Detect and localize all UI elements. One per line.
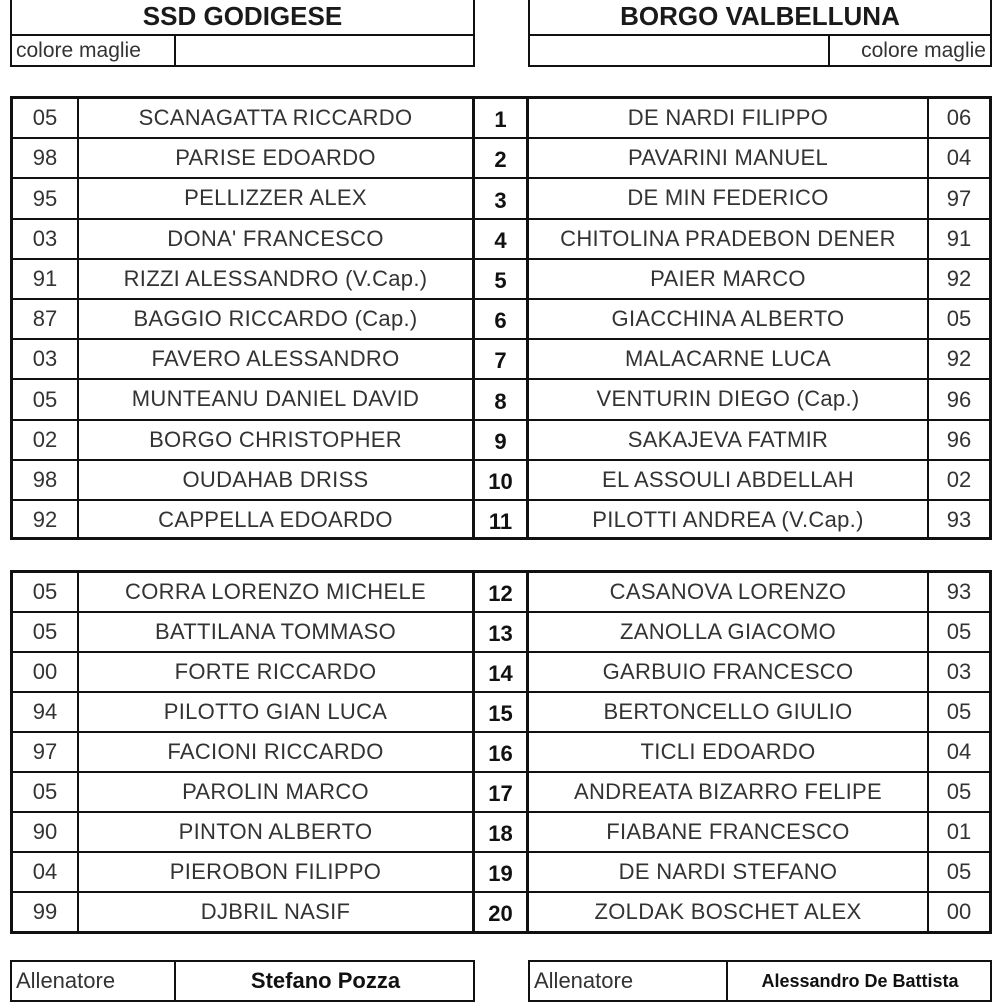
shirt-number: 16 bbox=[475, 733, 529, 771]
shirt-number: 4 bbox=[475, 220, 529, 258]
shirt-number: 20 bbox=[475, 893, 529, 931]
home-birth-year: 87 bbox=[13, 300, 79, 338]
away-player-name: BERTONCELLO GIULIO bbox=[529, 693, 929, 731]
away-player-name: CHITOLINA PRADEBON DENER bbox=[529, 220, 929, 258]
away-birth-year: 05 bbox=[946, 619, 972, 644]
home-birth-year: 03 bbox=[13, 220, 79, 258]
shirt-number: 3 bbox=[475, 179, 529, 217]
away-player-name: TICLI EDOARDO bbox=[529, 733, 929, 771]
shirt-number: 19 bbox=[475, 853, 529, 891]
lineup-row bbox=[13, 340, 989, 380]
home-birth-year: 04 bbox=[13, 853, 79, 891]
lineup-row bbox=[13, 693, 989, 733]
away-birth-year: 93 bbox=[946, 579, 972, 604]
shirt-number: 11 bbox=[475, 501, 529, 539]
away-player-name: MALACARNE LUCA bbox=[529, 340, 929, 378]
home-birth-year: 92 bbox=[13, 501, 79, 539]
home-player-name: CAPPELLA EDOARDO bbox=[79, 501, 475, 539]
home-coach-row bbox=[10, 960, 475, 1002]
away-jersey-row bbox=[528, 34, 992, 67]
home-player-name: CORRA LORENZO MICHELE bbox=[79, 573, 475, 611]
lineup-row bbox=[13, 99, 989, 139]
away-player-name: PILOTTI ANDREA (V.Cap.) bbox=[529, 501, 929, 539]
away-birth-year: 02 bbox=[946, 466, 972, 492]
home-player-name: DONA' FRANCESCO bbox=[79, 220, 475, 258]
away-birth-year: 92 bbox=[946, 265, 972, 291]
lineup-row bbox=[13, 461, 989, 501]
home-birth-year: 00 bbox=[13, 653, 79, 691]
home-player-name: OUDAHAB DRISS bbox=[79, 461, 475, 499]
home-player-name: PARISE EDOARDO bbox=[79, 139, 475, 177]
lineup-row bbox=[13, 773, 989, 813]
away-player-name: ZANOLLA GIACOMO bbox=[529, 613, 929, 651]
shirt-number: 12 bbox=[475, 573, 529, 611]
home-player-name: FACIONI RICCARDO bbox=[79, 733, 475, 771]
home-birth-year: 95 bbox=[13, 179, 79, 217]
shirt-number: 17 bbox=[475, 773, 529, 811]
home-team-name: SSD GODIGESE bbox=[10, 0, 475, 36]
away-coach-row bbox=[528, 960, 992, 1002]
home-birth-year: 05 bbox=[13, 613, 79, 651]
away-birth-year: 05 bbox=[946, 859, 972, 884]
away-player-name: PAVARINI MANUEL bbox=[529, 139, 929, 177]
away-birth-year: 04 bbox=[946, 739, 972, 764]
shirt-number: 5 bbox=[475, 260, 529, 298]
lineup-row bbox=[13, 893, 989, 933]
away-coach-name: Alessandro De Battista bbox=[761, 970, 959, 991]
home-player-name: PINTON ALBERTO bbox=[79, 813, 475, 851]
home-birth-year: 05 bbox=[13, 773, 79, 811]
away-player-name: ZOLDAK BOSCHET ALEX bbox=[529, 893, 929, 931]
home-player-name: BORGO CHRISTOPHER bbox=[79, 421, 475, 459]
lineup-row bbox=[13, 501, 989, 541]
shirt-number: 15 bbox=[475, 693, 529, 731]
home-birth-year: 05 bbox=[13, 380, 79, 418]
away-player-name: GARBUIO FRANCESCO bbox=[529, 653, 929, 691]
home-player-name: RIZZI ALESSANDRO (V.Cap.) bbox=[79, 260, 475, 298]
home-player-name: DJBRIL NASIF bbox=[79, 893, 475, 931]
home-player-name: MUNTEANU DANIEL DAVID bbox=[79, 380, 475, 418]
home-coach-label: Allenatore bbox=[12, 962, 176, 1000]
away-player-name: DE MIN FEDERICO bbox=[529, 179, 929, 217]
lineup-row bbox=[13, 300, 989, 340]
shirt-number: 18 bbox=[475, 813, 529, 851]
away-player-name: EL ASSOULI ABDELLAH bbox=[529, 461, 929, 499]
lineup-row bbox=[13, 613, 989, 653]
home-birth-year: 05 bbox=[13, 573, 79, 611]
home-player-name: SCANAGATTA RICCARDO bbox=[79, 99, 475, 137]
away-player-name: SAKAJEVA FATMIR bbox=[529, 421, 929, 459]
home-player-name: FORTE RICCARDO bbox=[79, 653, 475, 691]
home-jersey-row bbox=[10, 34, 475, 67]
home-player-name: FAVERO ALESSANDRO bbox=[79, 340, 475, 378]
lineup-row bbox=[13, 853, 989, 893]
home-birth-year: 99 bbox=[13, 893, 79, 931]
away-birth-year: 03 bbox=[946, 659, 972, 684]
home-coach-name: Stefano Pozza bbox=[250, 968, 401, 993]
away-player-name: PAIER MARCO bbox=[529, 260, 929, 298]
home-jersey-label: colore maglie bbox=[12, 36, 176, 65]
home-player-name: BATTILANA TOMMASO bbox=[79, 613, 475, 651]
away-birth-year: 92 bbox=[946, 346, 972, 372]
shirt-number: 7 bbox=[475, 340, 529, 378]
away-team-name: BORGO VALBELLUNA bbox=[528, 0, 992, 36]
home-birth-year: 90 bbox=[13, 813, 79, 851]
lineup-row bbox=[13, 179, 989, 219]
shirt-number: 2 bbox=[475, 139, 529, 177]
away-birth-year: 05 bbox=[946, 779, 972, 804]
away-birth-year: 97 bbox=[946, 185, 972, 211]
away-player-name: DE NARDI STEFANO bbox=[529, 853, 929, 891]
substitutes-lineup bbox=[10, 570, 992, 934]
lineup-row bbox=[13, 573, 989, 613]
home-birth-year: 94 bbox=[13, 693, 79, 731]
away-jersey-label: colore maglie bbox=[861, 38, 986, 62]
home-player-name: PAROLIN MARCO bbox=[79, 773, 475, 811]
shirt-number: 9 bbox=[475, 421, 529, 459]
starters-lineup bbox=[10, 96, 992, 540]
away-birth-year: 91 bbox=[946, 225, 972, 251]
away-birth-year: 04 bbox=[946, 145, 972, 171]
shirt-number: 14 bbox=[475, 653, 529, 691]
away-birth-year: 05 bbox=[946, 306, 972, 332]
away-player-name: FIABANE FRANCESCO bbox=[529, 813, 929, 851]
home-birth-year: 98 bbox=[13, 461, 79, 499]
away-player-name: ANDREATA BIZARRO FELIPE bbox=[529, 773, 929, 811]
lineup-row bbox=[13, 653, 989, 693]
away-player-name: CASANOVA LORENZO bbox=[529, 573, 929, 611]
home-birth-year: 97 bbox=[13, 733, 79, 771]
lineup-row bbox=[13, 380, 989, 420]
away-player-name: DE NARDI FILIPPO bbox=[529, 99, 929, 137]
away-birth-year: 06 bbox=[946, 105, 972, 131]
away-birth-year: 96 bbox=[946, 426, 972, 452]
home-jersey-value bbox=[178, 36, 473, 65]
shirt-number: 6 bbox=[475, 300, 529, 338]
away-player-name: VENTURIN DIEGO (Cap.) bbox=[529, 380, 929, 418]
lineup-row bbox=[13, 260, 989, 300]
shirt-number: 13 bbox=[475, 613, 529, 651]
away-birth-year: 00 bbox=[946, 899, 972, 924]
home-birth-year: 98 bbox=[13, 139, 79, 177]
away-coach-label: Allenatore bbox=[530, 962, 728, 1000]
lineup-row bbox=[13, 220, 989, 260]
shirt-number: 10 bbox=[475, 461, 529, 499]
away-birth-year: 93 bbox=[946, 507, 972, 533]
home-birth-year: 03 bbox=[13, 340, 79, 378]
home-birth-year: 91 bbox=[13, 260, 79, 298]
away-birth-year: 05 bbox=[946, 699, 972, 724]
shirt-number: 1 bbox=[475, 99, 529, 137]
lineup-row bbox=[13, 813, 989, 853]
home-player-name: PELLIZZER ALEX bbox=[79, 179, 475, 217]
home-player-name: PILOTTO GIAN LUCA bbox=[79, 693, 475, 731]
away-birth-year: 01 bbox=[946, 819, 972, 844]
lineup-row bbox=[13, 733, 989, 773]
away-birth-year: 96 bbox=[946, 386, 972, 412]
home-player-name: BAGGIO RICCARDO (Cap.) bbox=[79, 300, 475, 338]
away-player-name: GIACCHINA ALBERTO bbox=[529, 300, 929, 338]
lineup-row bbox=[13, 139, 989, 179]
shirt-number: 8 bbox=[475, 380, 529, 418]
home-birth-year: 02 bbox=[13, 421, 79, 459]
away-jersey-value bbox=[530, 36, 830, 65]
home-player-name: PIEROBON FILIPPO bbox=[79, 853, 475, 891]
lineup-row bbox=[13, 421, 989, 461]
home-birth-year: 05 bbox=[13, 99, 79, 137]
